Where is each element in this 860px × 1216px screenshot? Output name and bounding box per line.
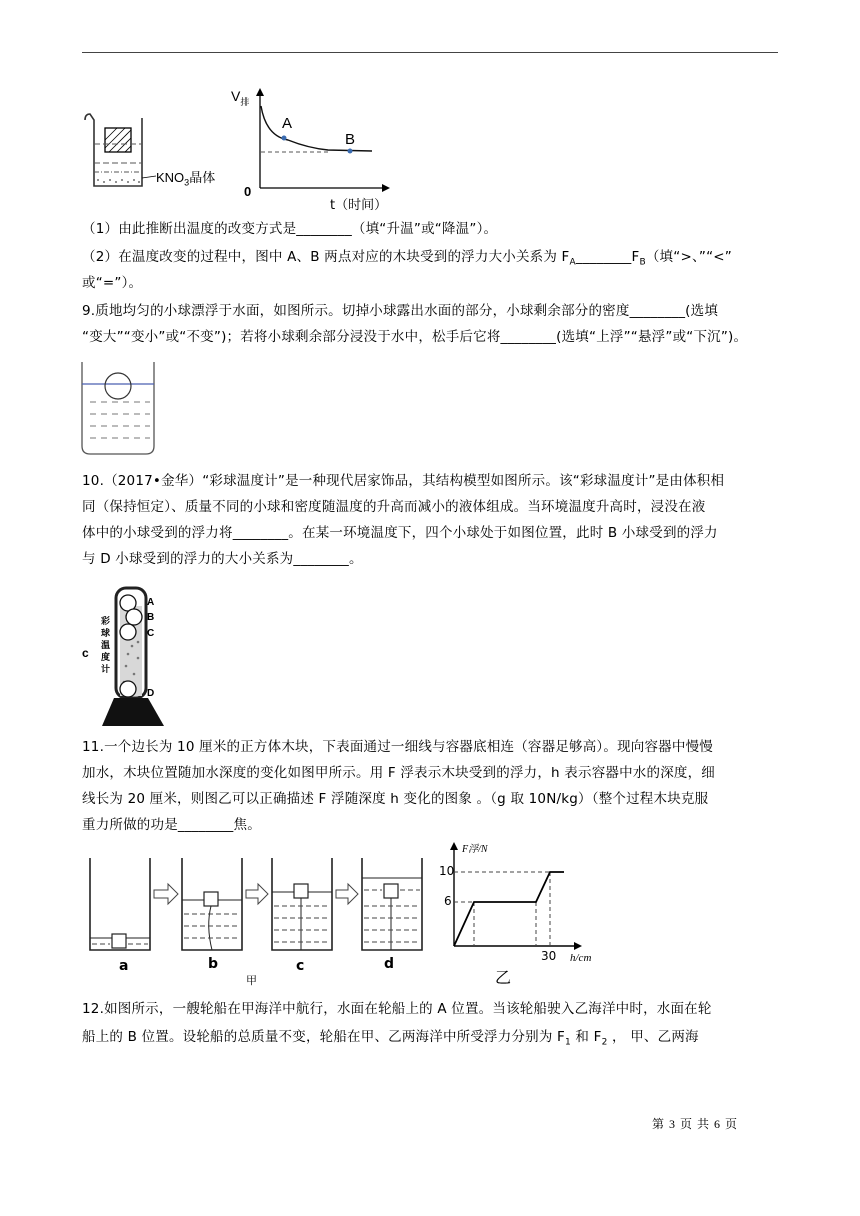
q10-line3: 体中的小球受到的浮力将________。在某一环境温度下，四个小球处于如图位置，此时 B 小球受到的浮力 bbox=[82, 525, 718, 541]
jia-label: 甲 bbox=[246, 974, 257, 987]
f-h-graph bbox=[440, 838, 600, 970]
panel-a-label: a bbox=[119, 958, 129, 974]
tick-30: 30 bbox=[541, 949, 557, 963]
q8-sub2: （2）在温度改变的过程中，图中 A、B 两点对应的木块受到的浮力大小关系为 $F_A\_\_\_\_\_\_\_\_F_B$（填“>、”“<” bbox=[82, 249, 732, 268]
panel-b-label: b bbox=[208, 956, 219, 972]
page-footer: 第 3 页 共 6 页 bbox=[652, 1117, 739, 1131]
q10-line2: 同（保持恒定）、质量不同的小球和密度随温度的升高而减小的液体组成。当环境温度升高时，浸没在液 bbox=[82, 499, 706, 515]
ball-label-a: A bbox=[147, 597, 155, 608]
ball-label-d: D bbox=[147, 688, 155, 699]
q11-line3: 线长为 20 厘米，则图乙可以正确描述 F 浮随深度 h 变化的图象 。（g 取 10N/kg）（整个过程木块克服 bbox=[82, 791, 709, 807]
tick-10: 10 bbox=[439, 864, 455, 878]
ball-label-b: B bbox=[147, 612, 155, 623]
tick-6: 6 bbox=[444, 894, 452, 908]
container-sequence-figure bbox=[86, 856, 446, 965]
q8-sub2-cont: 或“=”）。 bbox=[82, 275, 143, 291]
q11-line4: 重力所做的功是________焦。 bbox=[82, 817, 261, 833]
point-a-label: A bbox=[282, 115, 293, 132]
yi-label: 乙 bbox=[495, 968, 512, 987]
q9-line2: “变大”“变小”或“不变”)；若将小球剩余部分浸没于水中，松手后它将________(选填“上浮”“悬浮”或“下沉”)。 bbox=[82, 329, 748, 345]
ball-label-c: C bbox=[147, 628, 155, 639]
graph-y-label: $V_排$ bbox=[231, 88, 250, 107]
q9-line1: 9.质地均匀的小球漂浮于水面，如图所示。切掉小球露出水面的部分，小球剩余部分的密度________(选填 bbox=[82, 303, 719, 319]
q10-line1: 10.（2017•金华）“彩球温度计”是一种现代居家饰品，其结构模型如图所示。该“彩球温度计”是由体积相 bbox=[82, 473, 725, 489]
floating-ball-figure bbox=[80, 360, 160, 462]
thermometer-vertical-text: 彩球温度计 bbox=[101, 617, 111, 675]
panel-c-label: c bbox=[296, 958, 305, 974]
f-graph-y-label: F浮/N bbox=[462, 844, 488, 855]
thermometer-side-label: c bbox=[82, 646, 89, 660]
f-graph-x-label: h/cm bbox=[570, 952, 592, 964]
panel-d-label: d bbox=[384, 956, 395, 972]
kno3-label: $KNO_3$晶体 bbox=[156, 170, 216, 188]
header-rule bbox=[82, 52, 778, 53]
q11-line2: 加水，木块位置随加水深度的变化如图甲所示。用 F 浮表示木块受到的浮力，h 表示容器中水的深度，细 bbox=[82, 765, 715, 781]
graph-origin: 0 bbox=[244, 184, 252, 199]
q12-line1: 12.如图所示，一艘轮船在甲海洋中航行，水面在轮船上的 A 位置。当该轮船驶入乙海洋中时，水面在轮 bbox=[82, 1001, 712, 1017]
q8-sub1: （1）由此推断出温度的改变方式是________（填“升温”或“降温”）。 bbox=[82, 221, 498, 237]
point-b-label: B bbox=[345, 131, 356, 148]
q12-line2: 船上的 B 位置。设轮船的总质量不变，轮船在甲、乙两海洋中所受浮力分别为 $F_1$ 和 $F_2$ ， 甲、乙两海 bbox=[82, 1029, 699, 1048]
q10-line4: 与 D 小球受到的浮力的大小关系为________。 bbox=[82, 551, 363, 567]
graph-x-label: t（时间） bbox=[330, 198, 388, 213]
q11-line1: 11.一个边长为 10 厘米的正方体木块，下表面通过一细线与容器底相连（容器足够高）。现向容器中慢慢 bbox=[82, 739, 713, 755]
